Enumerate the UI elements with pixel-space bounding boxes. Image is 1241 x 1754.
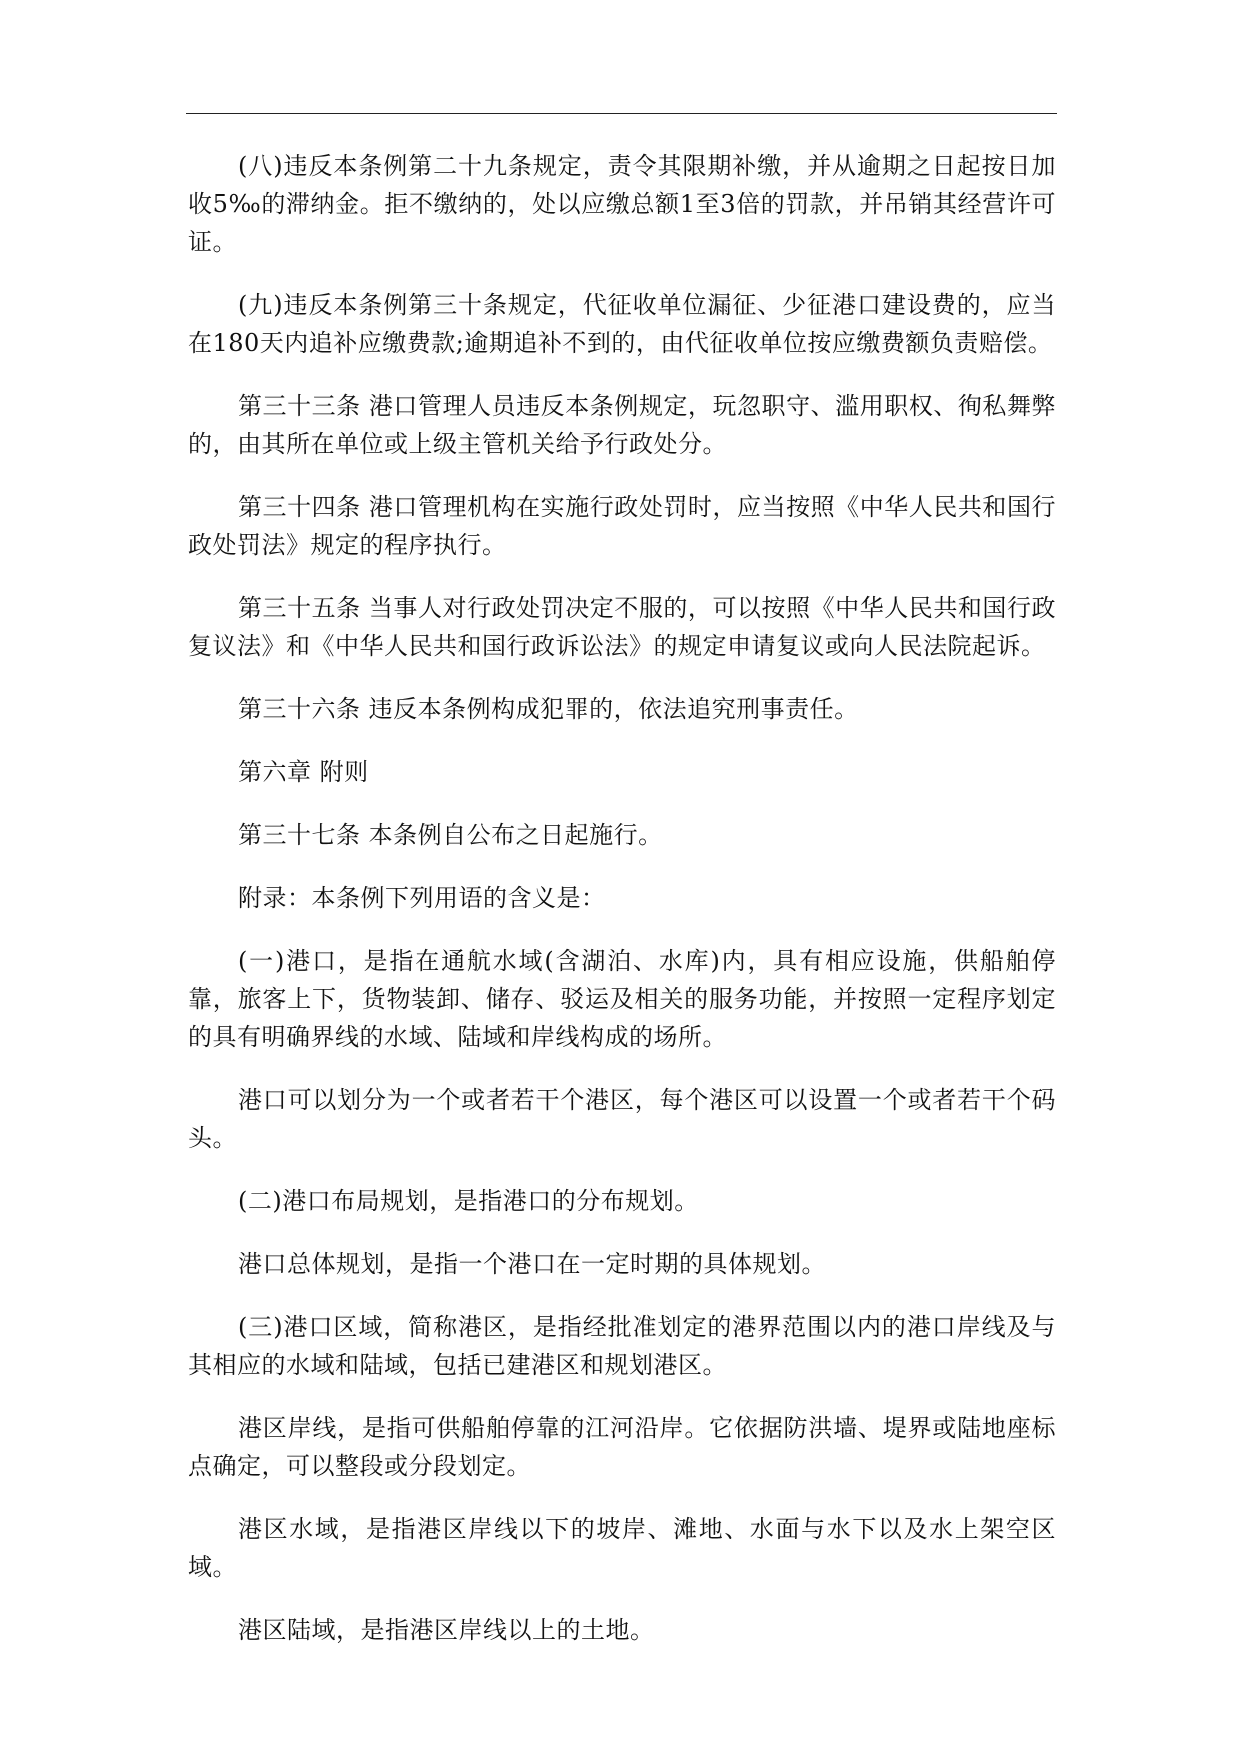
paragraph: (一)港口，是指在通航水域(含湖泊、水库)内，具有相应设施，供船舶停靠，旅客上下，货物装卸、储存、驳运及相关的服务功能，并按照一定程序划定的具有明确界线的水域、陆域和岸线构成的场所。 xyxy=(188,947,1056,1051)
chapter-heading: 第六章 附则 xyxy=(238,758,369,786)
paragraph: 港区陆域，是指港区岸线以上的土地。 xyxy=(238,1616,655,1644)
paragraph: 第三十四条 港口管理机构在实施行政处罚时，应当按照《中华人民共和国行政处罚法》规定的程序执行。 xyxy=(188,493,1056,559)
paragraph: 第三十七条 本条例自公布之日起施行。 xyxy=(238,821,663,849)
appendix-intro: 附录：本条例下列用语的含义是： xyxy=(238,884,606,912)
header-rule xyxy=(186,113,1057,114)
paragraph: 港区水域，是指港区岸线以下的坡岸、滩地、水面与水下以及水上架空区域。 xyxy=(188,1515,1056,1581)
paragraph: 第三十五条 当事人对行政处罚决定不服的，可以按照《中华人民共和国行政复议法》和《中华人民共和国行政诉讼法》的规定申请复议或向人民法院起诉。 xyxy=(188,594,1056,660)
paragraph: (二)港口布局规划，是指港口的分布规划。 xyxy=(238,1187,699,1215)
paragraph: 第三十六条 违反本条例构成犯罪的，依法追究刑事责任。 xyxy=(238,695,859,723)
paragraph: (三)港口区域，简称港区，是指经批准划定的港界范围以内的港口岸线及与其相应的水域和陆域，包括已建港区和规划港区。 xyxy=(188,1313,1056,1379)
paragraph: 第三十三条 港口管理人员违反本条例规定，玩忽职守、滥用职权、徇私舞弊的，由其所在单位或上级主管机关给予行政处分。 xyxy=(188,392,1056,458)
paragraph: 港区岸线，是指可供船舶停靠的江河沿岸。它依据防洪墙、堤界或陆地座标点确定，可以整段或分段划定。 xyxy=(188,1414,1056,1480)
document-body xyxy=(188,147,1056,1674)
paragraph: (九)违反本条例第三十条规定，代征收单位漏征、少征港口建设费的，应当在180天内追补应缴费款;逾期追补不到的，由代征收单位按应缴费额负责赔偿。 xyxy=(188,291,1056,357)
paragraph: 港口总体规划，是指一个港口在一定时期的具体规划。 xyxy=(238,1250,826,1278)
paragraph: 港口可以划分为一个或者若干个港区，每个港区可以设置一个或者若干个码头。 xyxy=(188,1086,1056,1152)
paragraph: (八)违反本条例第二十九条规定，责令其限期补缴，并从逾期之日起按日加收5‰的滞纳金。拒不缴纳的，处以应缴总额1至3倍的罚款，并吊销其经营许可证。 xyxy=(188,152,1056,256)
